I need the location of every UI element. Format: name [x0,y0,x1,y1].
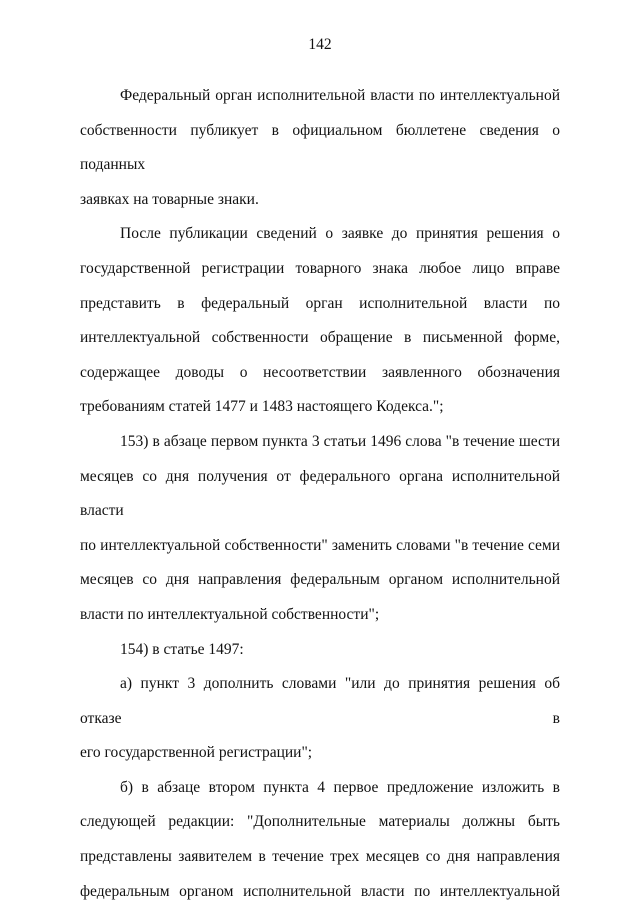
text-line: представлены заявителем в течение трех месяцев со дня направления [80,848,560,866]
text-line: его государственной регистрации"; [80,744,313,762]
text-line: 153) в абзаце первом пункта 3 статьи 1496 слова "в течение шести [120,432,560,450]
text-line: федеральным органом исполнительной власти по интеллектуальной [80,882,560,900]
text-line: месяцев со дня направления федеральным органом исполнительной [80,571,560,589]
paragraph [80,633,560,668]
page-number: 142 [308,36,332,53]
paragraph [80,771,560,909]
text-line: После публикации сведений о заявке до принятия решения о [120,225,560,243]
paragraph [80,79,560,217]
text-line: представить в федеральный орган исполнительной власти по [80,294,560,312]
text-line: власти по интеллектуальной собственности"; [80,605,380,623]
text-line: 154) в статье 1497: [120,640,244,658]
paragraph [80,425,560,633]
text-line: заявках на товарные знаки. [80,190,259,208]
text-line: Федеральный орган исполнительной власти по интеллектуальной [120,87,560,104]
text-line: б) в абзаце втором пункта 4 первое предложение изложить в [120,778,560,796]
document-body [80,79,560,909]
text-line: государственной регистрации товарного знака любое лицо вправе [80,259,560,277]
text-line: а) пункт 3 дополнить словами "или до принятия решения об отказе в [80,675,560,727]
paragraph [80,217,560,425]
text-line: содержащее доводы о несоответствии заявленного обозначения [80,363,560,381]
text-line: следующей редакции: "Дополнительные материалы должны быть [80,813,560,831]
text-line: интеллектуальной собственности обращение в письменной форме, [80,329,560,347]
text-line: требованиям статей 1477 и 1483 настоящего Кодекса."; [80,398,444,416]
text-line: месяцев со дня получения от федерального органа исполнительной власти [80,467,560,520]
paragraph [80,667,560,771]
text-line: по интеллектуальной собственности" заменить словами "в течение семи [80,536,560,554]
text-line: собственности публикует в официальном бюллетене сведения о поданных [80,121,560,174]
